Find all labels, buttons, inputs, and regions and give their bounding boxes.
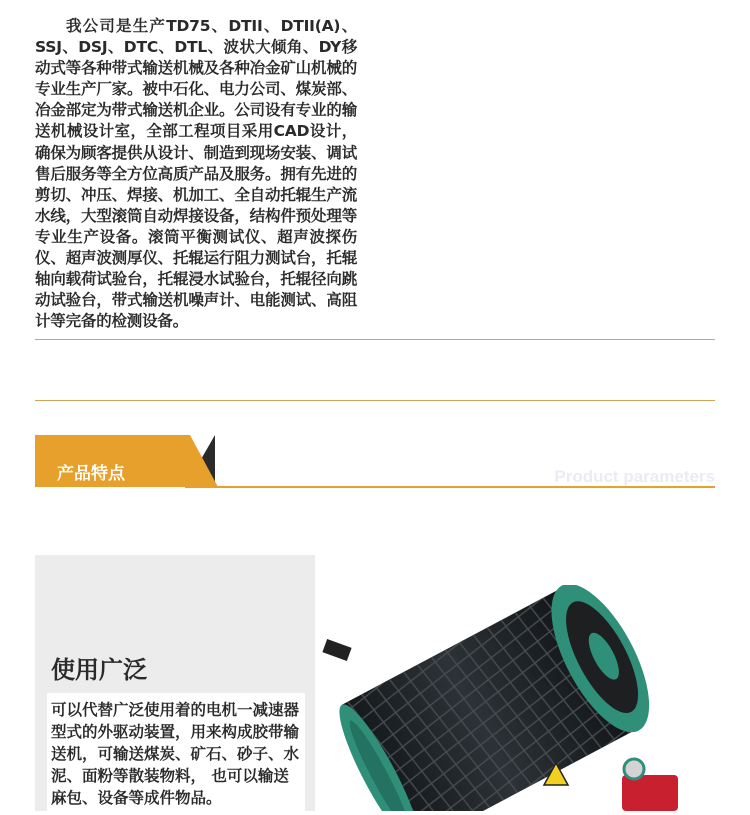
- intro-paragraph: 我公司是生产TD75、DTII、DTII(A)、SSJ、DSJ、DTC、DTL、波状大倾角、DY移动式等各种带式输送机械及各种冶金矿山机械的专业生产厂家。被中石化、电力公司、煤炭部、冶金部定为带式输送机企业。公司设有专业的输送机械设计室，全部工程项目采用CAD设计，确保为顾客提供从设计、制造到现场安装、调试售后服务等全方位高质产品及服务。拥有先进的剪切、冲压、焊接、机加工、全自动托辊生产流水线，大型滚筒自动焊接设备，结构件预处理等专业生产设备。滚筒平衡测试仪、超声波探伤仪、超声波测厚仪、托辊运行阻力测试台，托辊轴向载荷试验台，托辊浸水试验台，托辊径向跳动试验台，带式输送机噪声计、电能测试、高阻计等完备的检测设备。: [35, 17, 357, 331]
- section-subtitle: Product parameters: [554, 467, 715, 486]
- feature-description: 可以代替广泛使用着的电机一减速器型式的外驱动装置，用来构成胶带输送机，可输送煤炭、矿石、砂子、水泥、面粉等散装物料， 也可以输送麻包、设备等成件物品。: [47, 693, 305, 815]
- company-intro: [35, 16, 357, 332]
- electric-drum-pulley-image: [322, 585, 742, 811]
- section-tab: [35, 435, 190, 487]
- divider: [35, 339, 715, 340]
- divider: [35, 400, 715, 401]
- feature-heading: 使用广泛: [51, 656, 147, 684]
- section-title: 产品特点: [57, 464, 125, 484]
- shaft: [322, 639, 351, 661]
- feature-panel: [35, 555, 315, 811]
- section-header: [35, 435, 715, 489]
